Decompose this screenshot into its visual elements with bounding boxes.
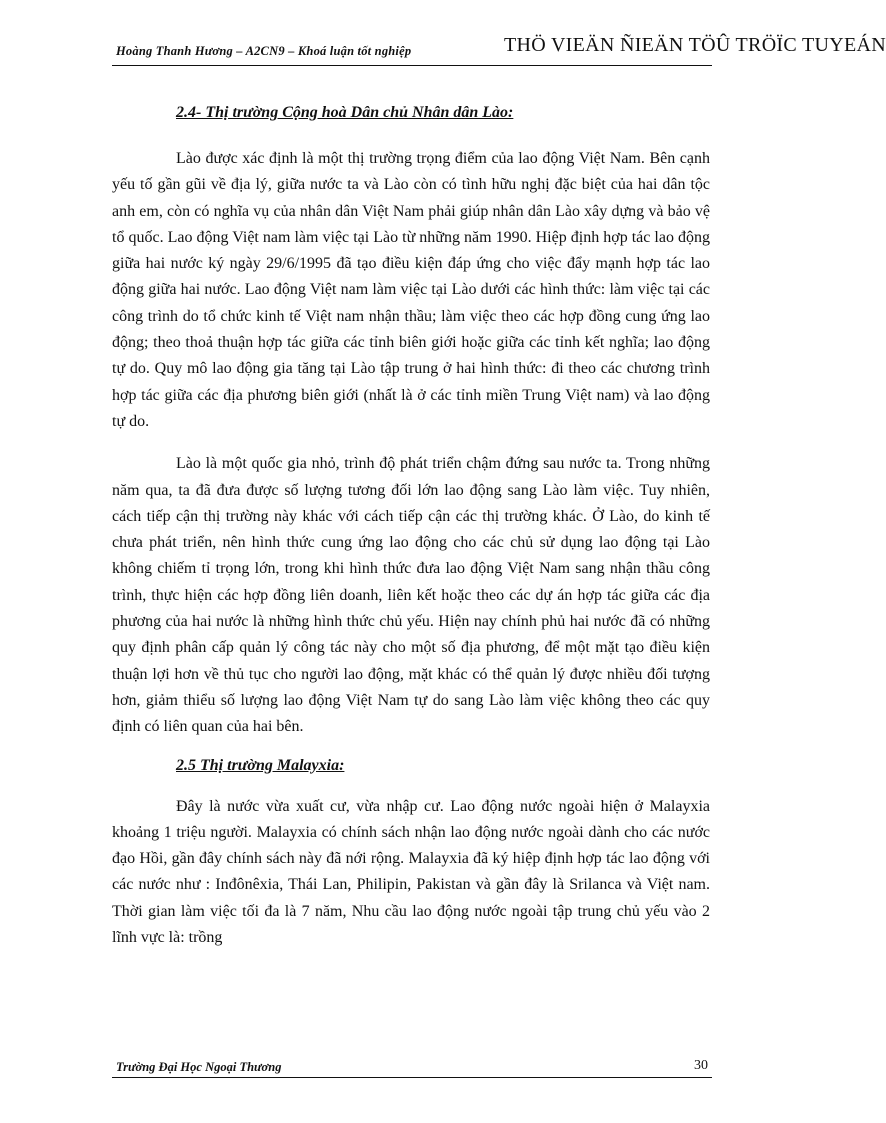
page-footer [112,1056,712,1078]
header-library-watermark: THÖ VIEÄN ÑIEÄN TÖÛ TRÖÏC TUYEÁN [504,34,886,56]
footer-divider [112,1077,712,1078]
page-number: 30 [694,1058,708,1073]
header-author-title: Hoàng Thanh Hương – A2CN9 – Khoá luận tốt nghiệp [116,44,412,58]
body-paragraph: Lào được xác định là một thị trường trọng điểm của lao động Việt Nam. Bên cạnh yếu tố gần gũi về địa lý, giữa nước ta và Lào còn có tình hữu nghị đặc biệt của hai dân tộc anh em, còn có nghĩa vụ của nhân dân Việt Nam phải giúp nhân dân Lào xây dựng và bảo vệ tổ quốc. Lao động Việt nam làm việc tại Lào từ những năm 1990. Hiệp định hợp tác lao động giữa hai nước ký ngày 29/6/1995 đã tạo điều kiện đáp ứng cho việc đẩy mạnh hợp tác lao động giữa hai nước. Lao động Việt nam làm việc tại Lào dưới các hình thức: làm việc tại các công trình do tổ chức kinh tế Việt nam nhận thầu; làm việc theo các hợp đồng cung ứng lao động; theo thoả thuận hợp tác giữa các tỉnh biên giới hoặc giữa các tỉnh kết nghĩa; lao động tự do. Quy mô lao động gia tăng tại Lào tập trung ở hai hình thức: đi theo các chương trình hợp tác giữa các địa phương biên giới (nhất là ở các tỉnh miền Trung Việt nam) và lao động tự do. [112,150,710,430]
footer-university-name: Trường Đại Học Ngoại Thương [116,1060,282,1074]
section-heading-laos: 2.4- Thị trường Cộng hoà Dân chủ Nhân dân Lào: [176,104,514,121]
body-paragraph: Lào là một quốc gia nhỏ, trình độ phát triển chậm đứng sau nước ta. Trong những năm qua, ta đã đưa được số lượng tương đối lớn lao động sang Lào làm việc. Tuy nhiên, cách tiếp cận thị trường này khác với cách tiếp cận các thị trường khác. Ở Lào, do kinh tế chưa phát triển, nên hình thức cung ứng lao động cho các chủ sử dụng lao động tại Lào không chiếm tỉ trọng lớn, trong khi hình thức đưa lao động Việt Nam sang nhận thầu công trình, thực hiện các hợp đồng liên doanh, liên kết hoặc theo các dự án hợp tác giữa các địa phương của hai nước là những hình thức chủ yếu. Hiện nay chính phủ hai nước đã có những quy định phân cấp quản lý công tác này cho một số địa phương, để một mặt tạo điều kiện thuận lợi hơn về thủ tục cho người lao động, mặt khác có thể quản lý được nhiều đối tượng hơn, giảm thiểu số lượng lao động Việt Nam tự do sang Lào làm việc không theo các quy định có liên quan của hai bên. [112,455,710,736]
body-paragraph: Đây là nước vừa xuất cư, vừa nhập cư. Lao động nước ngoài hiện ở Malayxia khoảng 1 triệu người. Malayxia có chính sách nhận lao động nước ngoài dành cho các nước đạo Hồi, gần đây chính sách này đã nới rộng. Malayxia đã ký hiệp định hợp tác lao động với các nước như : Inđônêxia, Thái Lan, Philipin, Pakistan và gần đây là Srilanca và Việt nam. Thời gian làm việc tối đa là 7 năm, Nhu cầu lao động nước ngoài tập trung chủ yếu vào 2 lĩnh vực là: trồng [112,797,710,947]
section-heading-malaysia: 2.5 Thị trường Malayxia: [176,756,345,774]
header-divider [112,65,712,66]
document-body [112,100,710,951]
page-header [112,30,886,66]
